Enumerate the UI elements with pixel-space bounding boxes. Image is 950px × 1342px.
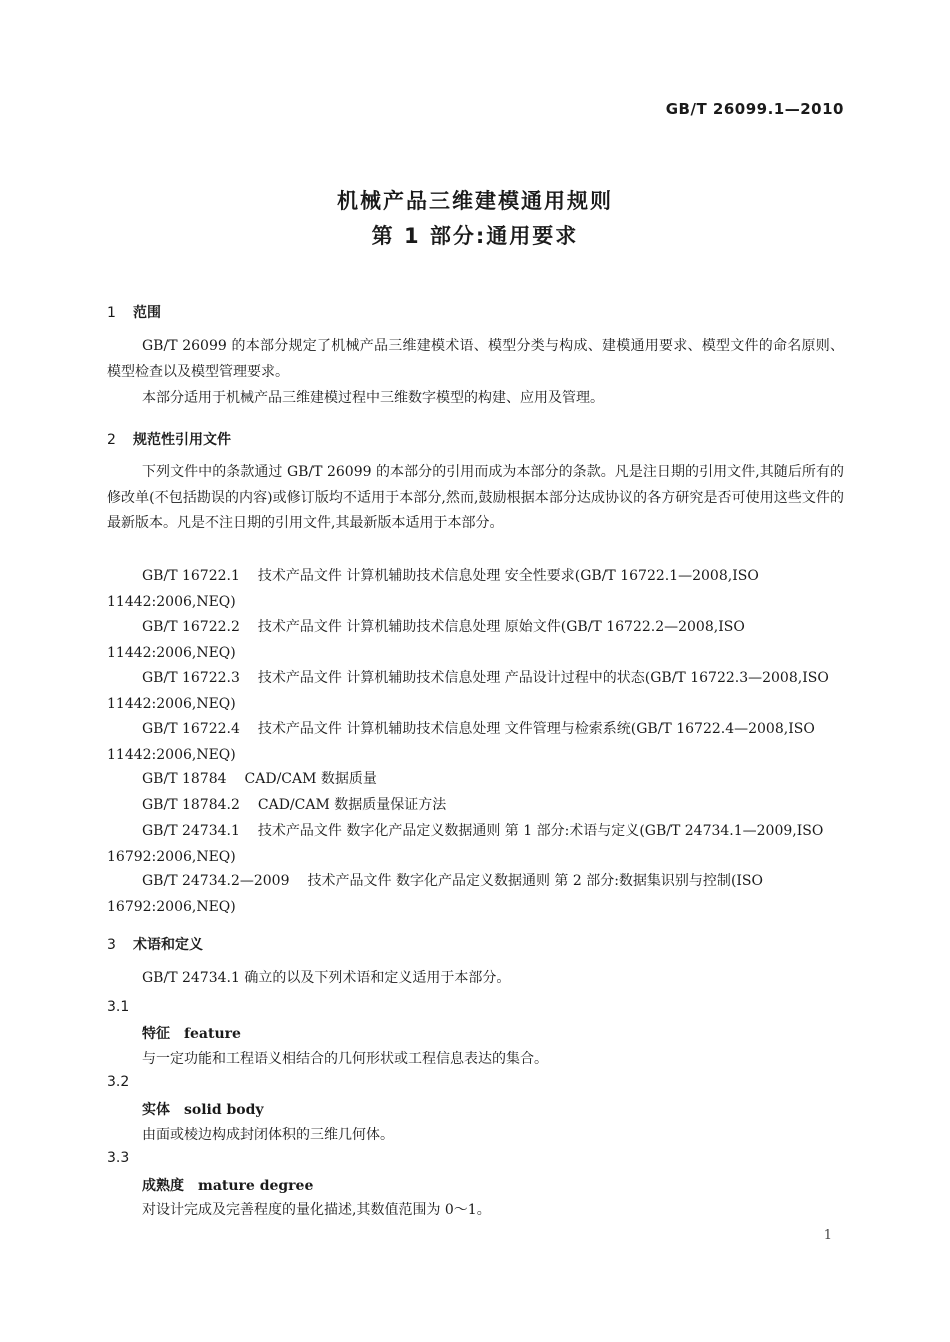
reference-note: (GB/T 16722.3—2008,ISO 11442:2006,NEQ) [107,670,829,712]
reference-note: (GB/T 16722.1—2008,ISO 11442:2006,NEQ) [107,568,759,610]
reference-code: GB/T 18784 [142,771,227,787]
term-name [107,1023,879,1043]
reference-note: (ISO 16792:2006,NEQ) [107,873,763,915]
reference-item [107,615,844,666]
term-name-zh: 实体 [142,1102,170,1118]
term-name [107,1099,879,1119]
reference-code: GB/T 24734.2—2009 [142,873,290,889]
term-definition: 与一定功能和工程语义相结合的几何形状或工程信息表达的集合。 [142,1051,548,1067]
section-title: 范围 [133,305,161,321]
section-2-heading [107,429,844,449]
section-number: 3 [107,937,116,953]
term-name-en: feature [184,1026,241,1042]
reference-item [107,869,844,920]
reference-item [107,819,844,870]
term-number: 3.3 [107,1150,130,1166]
reference-item [107,793,844,819]
reference-item [107,717,844,768]
term-name [107,1175,879,1195]
section-title: 规范性引用文件 [133,432,231,448]
reference-note: (GB/T 16722.2—2008,ISO 11442:2006,NEQ) [107,619,745,661]
reference-title: 技术产品文件 数字化产品定义数据通则 第 2 部分:数据集识别与控制 [307,873,731,889]
term-name-en: solid body [184,1102,264,1118]
section-number: 1 [107,305,116,321]
section-3-heading [107,934,844,954]
section-2-intro: 下列文件中的条款通过 GB/T 26099 的本部分的引用而成为本部分的条款。凡是注日期的引用文件,其随后所有的修改单(不包括勘误的内容)或修订版均不适用于本部分,然而,鼓励根据本部分达成协议的各方研究是否可使用这些文件的最新版本。凡是不注日期的引用文件,其最新版本适用于本部分。 [107,464,844,531]
term-name-en: mature degree [198,1178,314,1194]
section-1-paragraph: 本部分适用于机械产品三维建模过程中三维数字模型的构建、应用及管理。 [142,390,604,406]
term-name-zh: 成熟度 [142,1178,184,1194]
reference-code: GB/T 16722.4 [142,721,240,737]
standard-number: GB/T 26099.1—2010 [665,100,844,118]
reference-code: GB/T 24734.1 [142,823,240,839]
reference-title: CAD/CAM 数据质量 [244,771,377,787]
reference-note: (GB/T 16722.4—2008,ISO 11442:2006,NEQ) [107,721,815,763]
term-definition: 由面或棱边构成封闭体积的三维几何体。 [142,1127,394,1143]
term-definition: 对设计完成及完善程度的量化描述,其数值范围为 0～1。 [142,1202,491,1218]
reference-title: 技术产品文件 计算机辅助技术信息处理 原始文件 [257,619,561,635]
reference-code: GB/T 16722.2 [142,619,240,635]
reference-code: GB/T 16722.1 [142,568,240,584]
reference-item [107,767,844,793]
section-1-heading [107,302,844,322]
document-subtitle: 第 1 部分:通用要求 [371,224,579,248]
section-1-paragraph: GB/T 26099 的本部分规定了机械产品三维建模术语、模型分类与构成、建模通用要求、模型文件的命名原则、模型检查以及模型管理要求。 [107,338,844,380]
term-number: 3.1 [107,999,130,1015]
term-name-zh: 特征 [142,1026,170,1042]
reference-note: (GB/T 24734.1—2009,ISO 16792:2006,NEQ) [107,823,824,865]
page-number: 1 [823,1228,832,1243]
reference-title: 技术产品文件 计算机辅助技术信息处理 安全性要求 [257,568,575,584]
section-number: 2 [107,432,116,448]
reference-code: GB/T 16722.3 [142,670,240,686]
reference-title: 技术产品文件 计算机辅助技术信息处理 文件管理与检索系统 [257,721,631,737]
reference-title: CAD/CAM 数据质量保证方法 [257,797,447,813]
section-3-intro: GB/T 24734.1 确立的以及下列术语和定义适用于本部分。 [142,970,511,986]
reference-item [107,564,844,615]
reference-title: 技术产品文件 数字化产品定义数据通则 第 1 部分:术语与定义 [257,823,640,839]
reference-title: 技术产品文件 计算机辅助技术信息处理 产品设计过程中的状态 [257,670,645,686]
document-title: 机械产品三维建模通用规则 [337,189,613,213]
reference-code: GB/T 18784.2 [142,797,240,813]
section-title: 术语和定义 [133,937,203,953]
reference-item [107,666,844,717]
term-number: 3.2 [107,1074,130,1090]
